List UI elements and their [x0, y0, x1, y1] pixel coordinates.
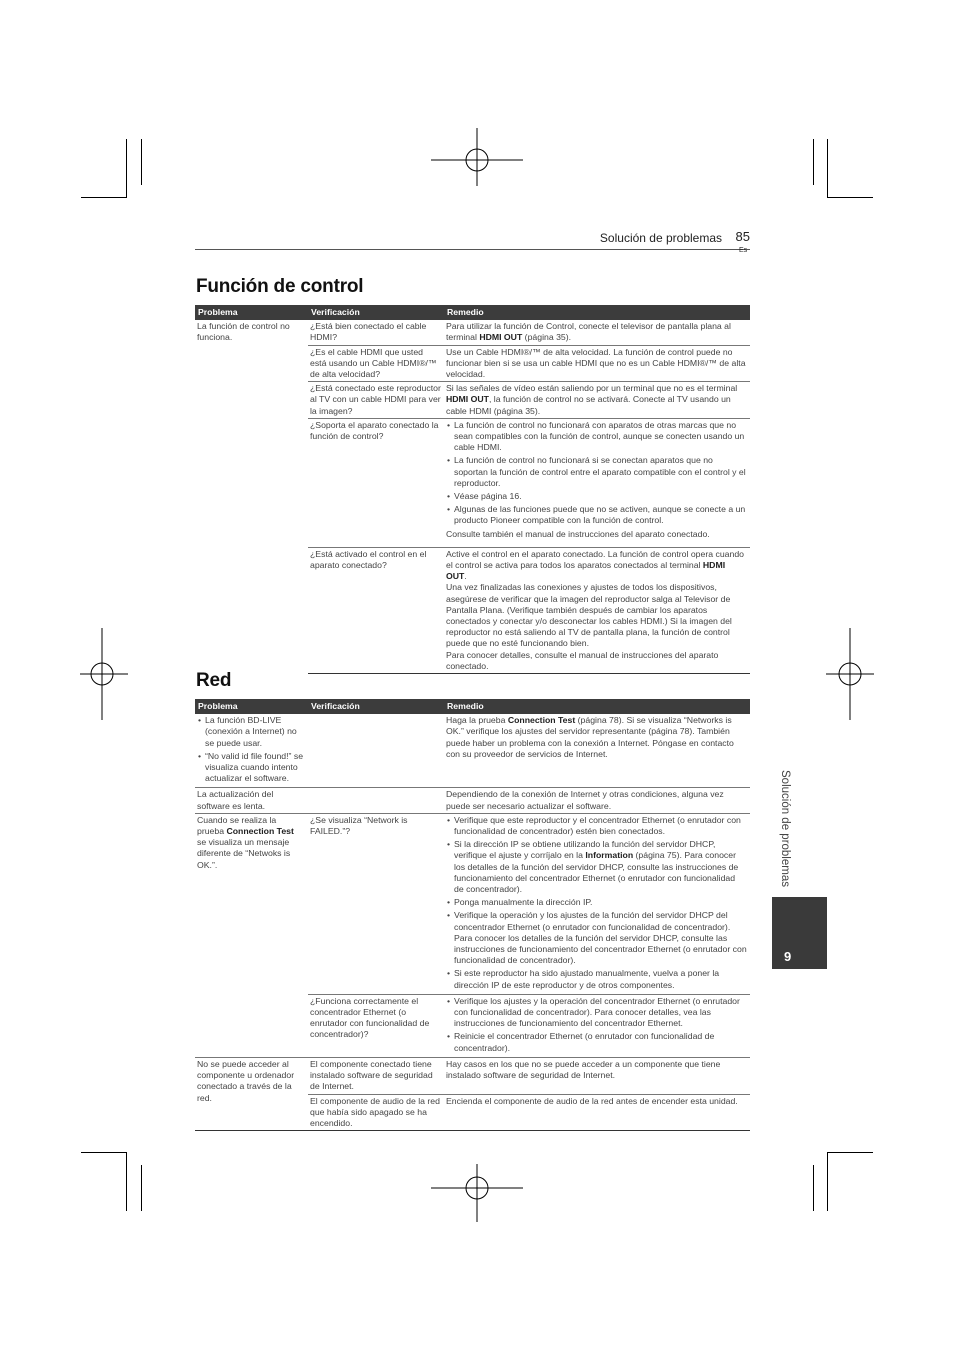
list-item: • Reinicie el concentrador Ethernet (o enrutador con funcionalidad de concentrador).: [454, 1031, 747, 1053]
check-cell: El componente de audio de la red que había sido apagado se ha encendido.: [308, 1094, 444, 1131]
control-table: [195, 305, 750, 674]
page-number: 85: [735, 229, 750, 244]
remedy-cell: Use un Cable HDMI®/™ de alta velocidad. La función de control puede no funcionar bien si se usa un cable HDMI que no es un Cable HDMI®/™ de alta velocidad.: [444, 345, 750, 382]
remedy-cell: Hay casos en los que no se puede acceder a un componente que tiene instalado software de seguridad de Internet.: [444, 1057, 750, 1094]
check-cell: ¿Funciona correctamente el concentrador Ethernet (o enrutador con funcionalidad de concentrador)?: [308, 994, 444, 1057]
table-row: [195, 813, 750, 994]
problem-cell: La función de control no funciona.: [197, 321, 290, 343]
remedy-cell: Para utilizar la función de Control, conecte el televisor de pantalla plana al terminal HDMI OUT (página 35).: [446, 321, 731, 343]
list-item: • Algunas de las funciones puede que no se activen, aunque se conecte a un producto Pioneer compatible con la función de control.: [454, 504, 747, 526]
problem-cell: Cuando se realiza la prueba Connection Test se visualiza un mensaje diferente de “Netwoks is OK.”.: [195, 813, 308, 1057]
chapter-number: 9: [784, 949, 792, 964]
col-header: Problema: [195, 305, 308, 320]
table-row: [195, 788, 750, 813]
registration-mark-icon: [431, 128, 523, 186]
problem-cell: [195, 714, 308, 788]
list-item: • Si este reproductor ha sido ajustado manualmente, vuelva a poner la dirección IP de este reproductor y de otros componentes.: [454, 968, 747, 990]
remedy-cell: Si las señales de vídeo están saliendo por un terminal que no es el terminal HDMI OUT, la función de control no se activará. Conecte al TV usando un cable HDMI (página 35).: [444, 382, 750, 419]
list-item: • Verifique la operación y los ajustes de la función del servidor DHCP del concentrador Ethernet (o enrutador con funcionalidad de concentrador). Para conocer los detalles de la función del servidor DHCP, consulte las instrucciones de funcionamiento del concentrador Ethernet (o enrutador con funcionalidad de concentrador).: [454, 910, 747, 966]
remedy-cell: Haga la prueba Connection Test (página 78). Si se visualiza “Networks is OK.” verifique los ajustes del servidor representante (página 78). También puede haber un problema con la conexión a Internet. Póngase en contacto con su proveedor de servicios de Internet.: [446, 715, 734, 759]
registration-mark-icon: [826, 628, 874, 720]
col-header: Verificación: [308, 305, 444, 320]
remedy-cell: Active el control en el aparato conectado. La función de control opera cuando el control se activa para todos los aparatos conectados al terminal HDMI OUT. Una vez finalizadas las conexiones y ajustes de todos los dispositivos, asegúrese de verificar que la imagen del reproductor salga al Televisor de Pantalla Plana. (Verifique también después de cambiar los aparatos conectados y conectar y/o desconectar los cables HDMI.) Si la imagen del reproductor no está saliendo al TV de pantalla plana, la función de control puede que no esté funcionando bien. Para conocer detalles, consulte el manual de instrucciones del aparato conectado.: [444, 547, 750, 673]
check-cell: ¿Está activado el control en el aparato conectado?: [308, 547, 444, 673]
list-item: • Verifique que este reproductor y el concentrador Ethernet (o enrutador con funcionalidad de concentrador) estén bien conectados.: [454, 815, 747, 837]
remedy-cell: Dependiendo de la conexión de Internet y otras condiciones, alguna vez puede ser necesario actualizar el software.: [444, 788, 750, 813]
remedy-cell: [444, 813, 750, 994]
red-table: [195, 699, 750, 1131]
check-cell: [308, 714, 444, 788]
list-item: • La función de control no funcionará con aparatos de otras marcas que no sean compatibles con la función de control, aunque se conecten usando un cable HDMI.: [454, 420, 747, 454]
problem-cell: La actualización del software es lenta.: [195, 788, 308, 813]
remedy-cell: Encienda el componente de audio de la red antes de encender esta unidad.: [444, 1094, 750, 1131]
check-cell: ¿Es el cable HDMI que usted está usando un Cable HDMI®/™ de alta velocidad?: [308, 345, 444, 382]
col-header: Remedio: [444, 305, 750, 320]
list-item: • La función BD-LIVE (conexión a Internet) no se puede usar.: [205, 715, 305, 749]
table-header-row: [195, 305, 750, 320]
list-item: • Verifique los ajustes y la operación del concentrador Ethernet (o enrutador con funcionalidad de concentrador). Para conocer detalles, vea las instrucciones de funcionamiento del concentrador Ethernet.: [454, 996, 747, 1030]
list-item: • “No valid id file found!” se visualiza cuando intento actualizar el software.: [205, 751, 305, 785]
table-row: [195, 714, 750, 788]
check-cell: ¿Está conectado este reproductor al TV con un cable HDMI para ver la imagen?: [308, 382, 444, 419]
check-cell: ¿Se visualiza “Network is FAILED.”?: [308, 813, 444, 994]
check-cell: ¿Soporta el aparato conectado la función de control?: [308, 418, 444, 547]
remedy-note: Consulte también el manual de instrucciones del aparato conectado.: [446, 528, 710, 539]
problem-cell: No se puede acceder al componente u ordenador conectado a través de la red.: [195, 1057, 308, 1130]
list-item: • Véase página 16.: [454, 491, 747, 502]
check-cell: El componente conectado tiene instalado software de seguridad de Internet.: [308, 1057, 444, 1094]
list-item: • Ponga manualmente la dirección IP.: [454, 897, 747, 908]
page-header: [195, 229, 750, 250]
col-header: Remedio: [444, 699, 750, 714]
remedy-cell: [444, 418, 750, 547]
col-header: Problema: [195, 699, 308, 714]
heading-red: Red: [196, 670, 232, 691]
side-section-label: Solución de problemas: [779, 770, 791, 887]
list-item: • Si la dirección IP se obtiene utilizando la función del servidor DHCP, verifique el ajuste y corríjalo en la Information (página 75). Para conocer los detalles de la función del servidor DHCP, consulte las instrucciones de funcionamiento del concentrador Ethernet (o enrutador con funcionalidad de concentrador).: [454, 839, 747, 895]
check-cell: ¿Está bien conectado el cable HDMI?: [310, 321, 427, 343]
registration-mark-icon: [80, 628, 128, 720]
registration-mark-icon: [431, 1164, 523, 1222]
language-label: Es: [739, 247, 748, 254]
check-cell: [308, 788, 444, 813]
table-row: [195, 1057, 750, 1094]
col-header: Verificación: [308, 699, 444, 714]
list-item: • La función de control no funcionará si se conectan aparatos que no soportan la función de control entre el aparato compatible con el control y el reproductor.: [454, 455, 747, 489]
chapter-tab: [772, 897, 827, 969]
table-row: [195, 320, 750, 345]
heading-funcion-de-control: Función de control: [196, 276, 364, 297]
section-title: Solución de problemas: [599, 231, 722, 245]
remedy-cell: [444, 994, 750, 1057]
table-header-row: [195, 699, 750, 714]
